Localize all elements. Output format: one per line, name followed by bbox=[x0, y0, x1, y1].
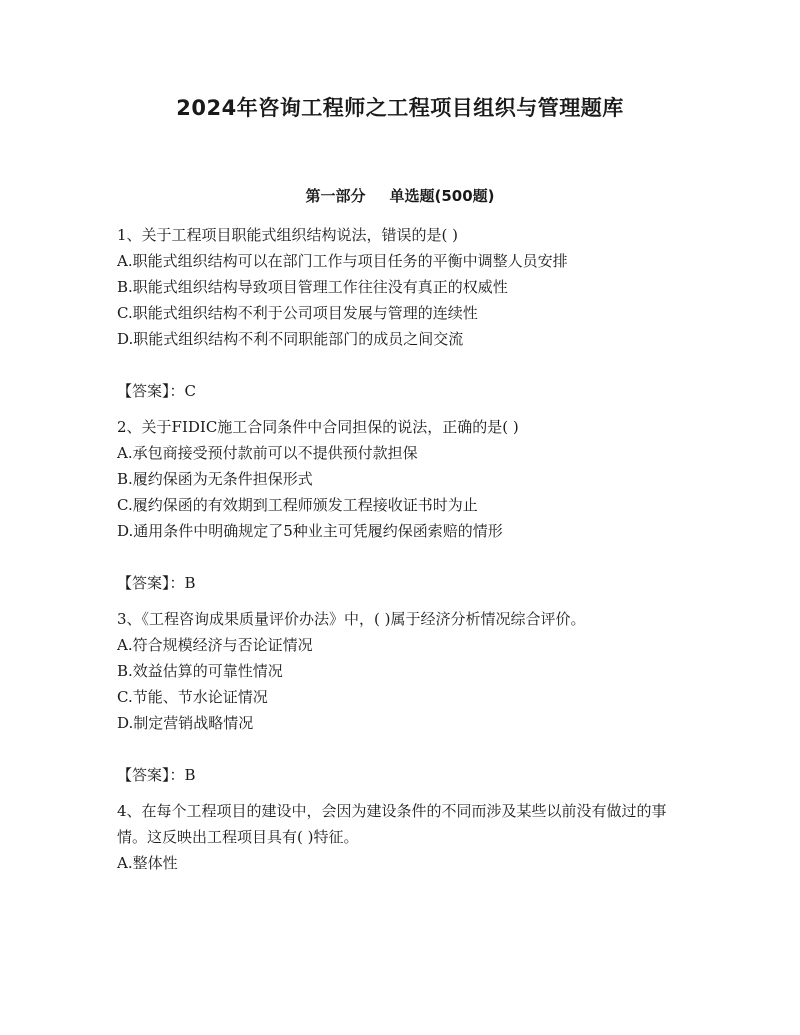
question-1 bbox=[117, 222, 683, 404]
answer-line bbox=[117, 570, 683, 596]
option-a: A.符合规模经济与否论证情况 bbox=[117, 636, 313, 654]
option-b: B.效益估算的可靠性情况 bbox=[117, 662, 283, 680]
answer-label: 【答案】： bbox=[117, 766, 185, 784]
option-c: C.履约保函的有效期到工程师颁发工程接收证书时为止 bbox=[117, 496, 478, 514]
option-c: C.职能式组织结构不利于公司项目发展与管理的连续性 bbox=[117, 304, 478, 322]
question-stem: 2、关于FIDIC施工合同条件中合同担保的说法，正确的是( ) bbox=[117, 418, 519, 436]
option-b: B.履约保函为无条件担保形式 bbox=[117, 470, 313, 488]
answer-line bbox=[117, 762, 683, 788]
question-stem: 3、《工程咨询成果质量评价办法》中，( )属于经济分析情况综合评价。 bbox=[117, 610, 586, 628]
section-name: 单选题(500题) bbox=[389, 187, 495, 205]
option-b: B.职能式组织结构导致项目管理工作往往没有真正的权威性 bbox=[117, 278, 508, 296]
answer-value: B bbox=[184, 766, 196, 784]
option-d: D.通用条件中明确规定了5种业主可凭履约保函索赔的情形 bbox=[117, 522, 503, 540]
question-stem: 4、在每个工程项目的建设中，会因为建设条件的不同而涉及某些以前没有做过的事情。这反映出工程项目具有( )特征。 bbox=[117, 802, 667, 846]
question-4 bbox=[117, 798, 683, 876]
page-title: 2024年咨询工程师之工程项目组织与管理题库 bbox=[176, 96, 624, 120]
answer-line bbox=[117, 378, 683, 404]
question-list bbox=[117, 222, 683, 876]
option-a: A.职能式组织结构可以在部门工作与项目任务的平衡中调整人员安排 bbox=[117, 252, 568, 270]
option-d: D.制定营销战略情况 bbox=[117, 714, 254, 732]
question-stem: 1、关于工程项目职能式组织结构说法，错误的是( ) bbox=[117, 226, 459, 244]
option-a: A.承包商接受预付款前可以不提供预付款担保 bbox=[117, 444, 418, 462]
answer-value: C bbox=[184, 382, 196, 400]
section-part: 第一部分 bbox=[305, 187, 366, 205]
option-a: A.整体性 bbox=[117, 854, 178, 872]
answer-label: 【答案】： bbox=[117, 574, 185, 592]
answer-value: B bbox=[184, 574, 196, 592]
question-2 bbox=[117, 414, 683, 596]
question-3 bbox=[117, 606, 683, 788]
section-title bbox=[0, 185, 800, 206]
answer-label: 【答案】： bbox=[117, 382, 185, 400]
option-d: D.职能式组织结构不利不同职能部门的成员之间交流 bbox=[117, 330, 464, 348]
option-c: C.节能、节水论证情况 bbox=[117, 688, 268, 706]
